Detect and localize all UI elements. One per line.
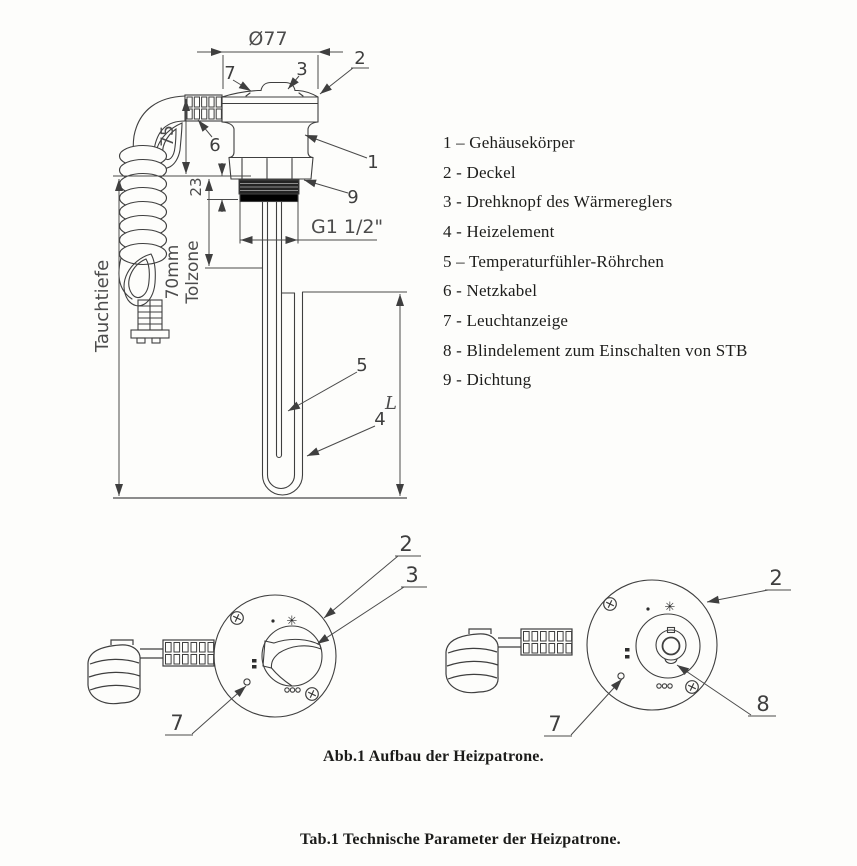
- dim-tolerance-mm-label: 70mm: [163, 244, 183, 300]
- cable-gland: [185, 95, 222, 121]
- legend-item-5: 5 – Temperaturfühler-Röhrchen: [443, 251, 665, 271]
- legend-item-7: 7 - Leuchtanzeige: [443, 310, 569, 330]
- blind-element: [656, 630, 686, 660]
- figure-caption: Abb.1 Aufbau der Heizpatrone.: [323, 748, 544, 765]
- callout-leaders: [198, 68, 375, 456]
- callout-2: 2: [769, 566, 783, 590]
- side-view: [92, 28, 407, 498]
- thermostat-knob: [263, 639, 321, 668]
- callout-2: 2: [354, 48, 366, 69]
- screw-icon: [686, 681, 699, 694]
- dial-marks: [625, 648, 630, 659]
- indicator-lamp: [618, 673, 624, 679]
- callout-5: 5: [356, 355, 368, 376]
- heating-element-tubes: [263, 202, 303, 496]
- callout-4: 4: [374, 409, 386, 430]
- callout-2: 2: [399, 532, 413, 556]
- legend-item-3: 3 - Drehknopf des Wärmereglers: [443, 192, 673, 212]
- power-plug: [88, 640, 214, 704]
- dim-thread-length-label: 23: [187, 177, 205, 197]
- dim-immersion-depth-label: Tauchtiefe: [92, 259, 113, 353]
- callout-7: 7: [548, 712, 562, 736]
- dim-thread-size-label: G1 1/2": [311, 216, 384, 238]
- callout-8: 8: [756, 692, 770, 716]
- callout-6: 6: [209, 135, 221, 156]
- screw-icon: [231, 612, 244, 625]
- legend-item-1: 1 – Gehäusekörper: [443, 132, 575, 152]
- callout-7: 7: [224, 63, 236, 84]
- power-plug: [446, 629, 572, 693]
- callout-7: 7: [170, 711, 184, 735]
- callout-1: 1: [367, 152, 379, 173]
- indicator-lamp: [244, 679, 250, 685]
- dial-dot: [646, 607, 649, 610]
- legend-item-2: 2 - Deckel: [443, 162, 516, 182]
- parts-legend: [443, 128, 748, 395]
- housing-outline: [222, 83, 318, 180]
- table-caption: Tab.1 Technische Parameter der Heizpatrone.: [300, 831, 621, 848]
- dial-dots: [657, 684, 672, 688]
- dim-diameter-label: Ø77: [248, 28, 288, 50]
- legend-item-9: 9 - Dichtung: [443, 370, 532, 390]
- callout-9: 9: [347, 187, 359, 208]
- dim-element-length-label: L: [385, 393, 397, 414]
- frost-setting-icon: ✳: [286, 614, 298, 629]
- legend-item-6: 6 - Netzkabel: [443, 281, 538, 301]
- dim-cap-height-label: 75: [158, 125, 178, 147]
- cord-plug: [131, 300, 169, 343]
- dim-tolerance-word-label: Tolzone: [183, 240, 203, 304]
- legend-item-8: 8 - Blindelement zum Einschalten von STB: [443, 340, 748, 360]
- dial-marks: [252, 659, 257, 669]
- dial-dots: [285, 688, 300, 692]
- face-view-knob: [88, 532, 427, 735]
- screw-icon: [306, 688, 319, 701]
- frost-setting-icon: ✳: [664, 600, 676, 615]
- callout-3: 3: [405, 563, 419, 587]
- legend-item-4: 4 - Heizelement: [443, 221, 555, 241]
- thread-seal: [239, 180, 299, 202]
- face-view-knob-leaders: [165, 556, 427, 735]
- callout-3: 3: [296, 59, 308, 80]
- dial-dot: [271, 619, 274, 622]
- screw-icon: [604, 598, 617, 611]
- face-view-blind: [446, 566, 791, 736]
